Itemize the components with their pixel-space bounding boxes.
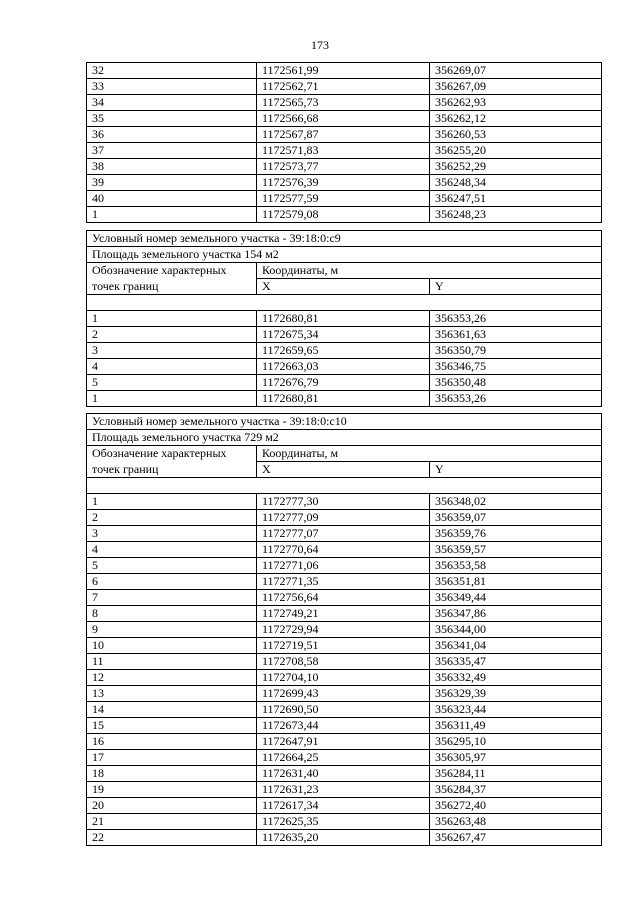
point-number: 5 (87, 558, 257, 574)
x-coordinate: 1172567,87 (257, 127, 430, 143)
x-coordinate: 1172756,64 (257, 590, 430, 606)
parcel-area: Площадь земельного участка 154 м2 (87, 247, 602, 263)
table-row (87, 654, 602, 670)
point-number: 2 (87, 510, 257, 526)
coordinates-table-body (87, 63, 602, 223)
y-coordinate: 356346,75 (430, 359, 602, 375)
table-row (87, 175, 602, 191)
y-coordinate: 356248,34 (430, 175, 602, 191)
x-coordinate: 1172673,44 (257, 718, 430, 734)
table-row (87, 750, 602, 766)
y-coordinate: 356359,76 (430, 526, 602, 542)
table-row (87, 574, 602, 590)
blank-cell (87, 295, 602, 311)
y-coordinate: 356350,79 (430, 343, 602, 359)
parcel-area: Площадь земельного участка 729 м2 (87, 430, 602, 446)
x-coordinate: 1172566,68 (257, 111, 430, 127)
table-row (87, 638, 602, 654)
x-coordinate: 1172749,21 (257, 606, 430, 622)
point-number: 19 (87, 782, 257, 798)
point-number: 1 (87, 494, 257, 510)
table-row (87, 127, 602, 143)
point-number: 7 (87, 590, 257, 606)
y-header: Y (430, 462, 602, 478)
x-coordinate: 1172617,34 (257, 798, 430, 814)
y-coordinate: 356247,51 (430, 191, 602, 207)
table-row (87, 798, 602, 814)
point-number: 37 (87, 143, 257, 159)
x-coordinate: 1172576,39 (257, 175, 430, 191)
point-number: 2 (87, 327, 257, 343)
x-coordinate: 1172562,71 (257, 79, 430, 95)
y-coordinate: 356284,37 (430, 782, 602, 798)
x-coordinate: 1172719,51 (257, 638, 430, 654)
x-coordinate: 1172571,83 (257, 143, 430, 159)
table-row (87, 191, 602, 207)
x-coordinate: 1172664,25 (257, 750, 430, 766)
point-number: 34 (87, 95, 257, 111)
table-row (87, 782, 602, 798)
y-coordinate: 356260,53 (430, 127, 602, 143)
table-row (87, 814, 602, 830)
y-coordinate: 356359,07 (430, 510, 602, 526)
parcel-number: Условный номер земельного участка - 39:18:0:с10 (87, 414, 602, 430)
point-number: 40 (87, 191, 257, 207)
table-row (87, 702, 602, 718)
parcel-table-c9 (86, 230, 602, 407)
point-number: 8 (87, 606, 257, 622)
x-coordinate: 1172565,73 (257, 95, 430, 111)
x-coordinate: 1172777,09 (257, 510, 430, 526)
y-coordinate: 356255,20 (430, 143, 602, 159)
y-coordinate: 356329,39 (430, 686, 602, 702)
table-row (87, 718, 602, 734)
table-row (87, 622, 602, 638)
parcel-number-row (87, 231, 602, 247)
table-row (87, 558, 602, 574)
x-coordinate: 1172659,65 (257, 343, 430, 359)
point-number: 20 (87, 798, 257, 814)
table-row (87, 734, 602, 750)
table-row (87, 63, 602, 79)
y-coordinate: 356311,49 (430, 718, 602, 734)
table-row (87, 95, 602, 111)
point-number: 33 (87, 79, 257, 95)
y-coordinate: 356348,02 (430, 494, 602, 510)
y-coordinate: 356323,44 (430, 702, 602, 718)
table-row (87, 375, 602, 391)
y-coordinate: 356267,47 (430, 830, 602, 846)
x-coordinate: 1172647,91 (257, 734, 430, 750)
x-coordinate: 1172631,23 (257, 782, 430, 798)
table-row (87, 327, 602, 343)
point-number: 6 (87, 574, 257, 590)
y-coordinate: 356295,10 (430, 734, 602, 750)
y-coordinate: 356252,29 (430, 159, 602, 175)
table-row (87, 766, 602, 782)
x-coordinate: 1172704,10 (257, 670, 430, 686)
y-coordinate: 356305,97 (430, 750, 602, 766)
y-coordinate: 356248,23 (430, 207, 602, 223)
x-coordinate: 1172729,94 (257, 622, 430, 638)
y-coordinate: 356350,48 (430, 375, 602, 391)
y-coordinate: 356351,81 (430, 574, 602, 590)
x-coordinate: 1172577,59 (257, 191, 430, 207)
point-number: 3 (87, 526, 257, 542)
table-subheader-row (87, 462, 602, 478)
x-coordinate: 1172680,81 (257, 391, 430, 407)
boundary-points-header-line2: точек границ (87, 279, 257, 295)
table-row (87, 686, 602, 702)
x-coordinate: 1172770,64 (257, 542, 430, 558)
table-row (87, 79, 602, 95)
page-number: 173 (311, 38, 329, 52)
table-row (87, 670, 602, 686)
x-coordinate: 1172680,81 (257, 311, 430, 327)
y-coordinate: 356347,86 (430, 606, 602, 622)
x-coordinate: 1172625,35 (257, 814, 430, 830)
table-header-row (87, 446, 602, 462)
x-header: X (257, 279, 430, 295)
x-coordinate: 1172777,30 (257, 494, 430, 510)
y-coordinate: 356341,04 (430, 638, 602, 654)
x-coordinate: 1172631,40 (257, 766, 430, 782)
y-coordinate: 356361,63 (430, 327, 602, 343)
y-coordinate: 356349,44 (430, 590, 602, 606)
point-number: 5 (87, 375, 257, 391)
y-coordinate: 356262,93 (430, 95, 602, 111)
y-coordinate: 356269,07 (430, 63, 602, 79)
boundary-points-header: Обозначение характерных (87, 446, 257, 462)
y-coordinate: 356332,49 (430, 670, 602, 686)
blank-cell (87, 478, 602, 494)
parcel-area-row (87, 430, 602, 446)
table-row (87, 606, 602, 622)
x-coordinate: 1172771,06 (257, 558, 430, 574)
point-number: 1 (87, 207, 257, 223)
coordinates-header: Координаты, м (257, 446, 602, 462)
point-number: 32 (87, 63, 257, 79)
point-number: 22 (87, 830, 257, 846)
x-coordinate: 1172777,07 (257, 526, 430, 542)
table-row (87, 343, 602, 359)
y-coordinate: 356263,48 (430, 814, 602, 830)
point-number: 35 (87, 111, 257, 127)
y-coordinate: 356284,11 (430, 766, 602, 782)
table-row (87, 542, 602, 558)
parcel-number-row (87, 414, 602, 430)
y-coordinate: 356353,58 (430, 558, 602, 574)
y-coordinate: 356267,09 (430, 79, 602, 95)
table-row (87, 494, 602, 510)
x-coordinate: 1172573,77 (257, 159, 430, 175)
coordinates-table-continuation (86, 62, 602, 223)
parcel-area-row (87, 247, 602, 263)
point-number: 3 (87, 343, 257, 359)
table-row (87, 111, 602, 127)
x-coordinate: 1172579,08 (257, 207, 430, 223)
x-coordinate: 1172690,50 (257, 702, 430, 718)
point-number: 13 (87, 686, 257, 702)
table-row (87, 143, 602, 159)
y-coordinate: 356262,12 (430, 111, 602, 127)
blank-row (87, 295, 602, 311)
y-coordinate: 356353,26 (430, 391, 602, 407)
table-row (87, 510, 602, 526)
point-number: 38 (87, 159, 257, 175)
point-number: 36 (87, 127, 257, 143)
table-row (87, 391, 602, 407)
table-row (87, 207, 602, 223)
table-row (87, 359, 602, 375)
point-number: 15 (87, 718, 257, 734)
point-number: 18 (87, 766, 257, 782)
x-coordinate: 1172561,99 (257, 63, 430, 79)
table-header-row (87, 263, 602, 279)
point-number: 9 (87, 622, 257, 638)
point-number: 39 (87, 175, 257, 191)
point-number: 1 (87, 391, 257, 407)
point-number: 17 (87, 750, 257, 766)
y-coordinate: 356335,47 (430, 654, 602, 670)
x-coordinate: 1172663,03 (257, 359, 430, 375)
parcel-table-body (87, 231, 602, 407)
x-coordinate: 1172676,79 (257, 375, 430, 391)
coordinates-header: Координаты, м (257, 263, 602, 279)
parcel-table-body (87, 414, 602, 846)
parcel-table-c10 (86, 413, 602, 846)
point-number: 12 (87, 670, 257, 686)
x-coordinate: 1172699,43 (257, 686, 430, 702)
x-coordinate: 1172708,58 (257, 654, 430, 670)
boundary-points-header: Обозначение характерных (87, 263, 257, 279)
boundary-points-header-line2: точек границ (87, 462, 257, 478)
y-coordinate: 356272,40 (430, 798, 602, 814)
point-number: 14 (87, 702, 257, 718)
table-row (87, 830, 602, 846)
y-coordinate: 356344,00 (430, 622, 602, 638)
y-coordinate: 356359,57 (430, 542, 602, 558)
x-coordinate: 1172675,34 (257, 327, 430, 343)
point-number: 4 (87, 359, 257, 375)
table-row (87, 311, 602, 327)
x-coordinate: 1172635,20 (257, 830, 430, 846)
point-number: 11 (87, 654, 257, 670)
point-number: 10 (87, 638, 257, 654)
x-coordinate: 1172771,35 (257, 574, 430, 590)
table-row (87, 159, 602, 175)
x-header: X (257, 462, 430, 478)
y-header: Y (430, 279, 602, 295)
point-number: 21 (87, 814, 257, 830)
y-coordinate: 356353,26 (430, 311, 602, 327)
blank-row (87, 478, 602, 494)
table-row (87, 590, 602, 606)
point-number: 4 (87, 542, 257, 558)
point-number: 16 (87, 734, 257, 750)
parcel-number: Условный номер земельного участка - 39:18:0:с9 (87, 231, 602, 247)
point-number: 1 (87, 311, 257, 327)
table-row (87, 526, 602, 542)
table-subheader-row (87, 279, 602, 295)
